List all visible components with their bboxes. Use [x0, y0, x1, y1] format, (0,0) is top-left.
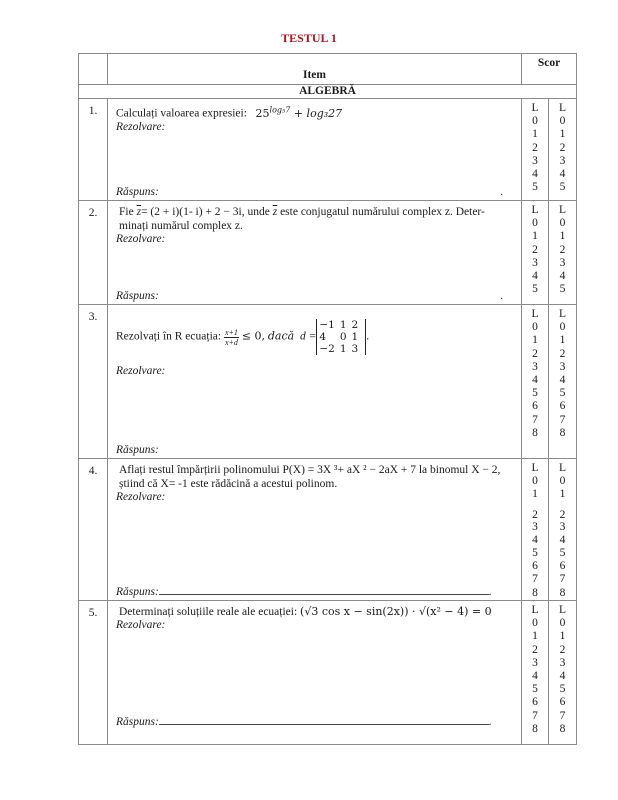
- score-value[interactable]: 4: [532, 533, 538, 546]
- score-value[interactable]: 7: [532, 413, 538, 426]
- score-value[interactable]: 2: [559, 141, 566, 154]
- item-row: [79, 459, 577, 601]
- item-row: [79, 201, 577, 305]
- fraction: $\frac{x+1}{x+d}$: [224, 327, 238, 347]
- score-value[interactable]: 6: [532, 560, 538, 573]
- score-value[interactable]: 1: [532, 128, 538, 141]
- score-column-1: [522, 201, 549, 305]
- score-value[interactable]: 6: [532, 400, 538, 413]
- score-value[interactable]: 3: [559, 656, 566, 669]
- score-value[interactable]: 3: [532, 656, 538, 669]
- score-value[interactable]: 4: [559, 669, 566, 682]
- score-value[interactable]: 3: [532, 360, 538, 373]
- item-content: [108, 601, 522, 745]
- item-number: 4.: [79, 459, 108, 601]
- score-value[interactable]: 3: [559, 256, 566, 269]
- score-value[interactable]: 0: [532, 617, 538, 630]
- score-value[interactable]: 7: [532, 573, 538, 586]
- score-value[interactable]: 0: [559, 617, 566, 630]
- score-value[interactable]: 7: [559, 573, 566, 586]
- score-value[interactable]: 7: [559, 709, 566, 722]
- header-item: Item: [108, 54, 522, 85]
- test-table: [78, 53, 577, 745]
- math-expression: (√3 cos x − sin(2x)) · √(x² − 4) = 0: [300, 605, 492, 618]
- solution-label: Rezolvare:: [116, 619, 166, 631]
- score-value[interactable]: L: [531, 308, 539, 320]
- score-value[interactable]: L: [531, 604, 539, 616]
- score-value[interactable]: L: [558, 462, 567, 474]
- score-value[interactable]: 2: [559, 243, 566, 256]
- header-number-cell: [79, 54, 108, 85]
- score-value[interactable]: 0: [532, 115, 538, 128]
- score-value[interactable]: 0: [532, 321, 538, 334]
- score-value[interactable]: 3: [532, 154, 538, 167]
- score-value[interactable]: 5: [559, 181, 566, 194]
- score-value[interactable]: L: [531, 102, 539, 114]
- solution-label: Rezolvare:: [116, 491, 166, 503]
- score-value[interactable]: 0: [559, 217, 566, 230]
- score-value[interactable]: 5: [532, 683, 538, 696]
- score-value[interactable]: 4: [559, 269, 566, 282]
- score-value[interactable]: 0: [559, 115, 566, 128]
- score-value[interactable]: 2: [532, 347, 538, 360]
- score-column-2: [549, 305, 577, 459]
- score-value[interactable]: 2: [559, 643, 566, 656]
- score-value[interactable]: 8: [559, 586, 566, 599]
- item-content: [108, 459, 522, 601]
- score-column-2: [549, 459, 577, 601]
- score-value[interactable]: 6: [559, 560, 566, 573]
- section-title: ALGEBRĂ: [79, 85, 577, 99]
- score-value[interactable]: 8: [559, 426, 566, 439]
- score-value[interactable]: 0: [559, 321, 566, 334]
- score-value[interactable]: 2: [532, 141, 538, 154]
- item-number: 5.: [79, 601, 108, 745]
- score-value[interactable]: 3: [559, 520, 566, 533]
- score-column-2: [549, 99, 577, 201]
- answer-field[interactable]: Răspuns: .: [116, 716, 492, 728]
- score-value[interactable]: 3: [559, 360, 566, 373]
- score-column-1: [522, 305, 549, 459]
- score-value[interactable]: 8: [532, 722, 538, 735]
- answer-field[interactable]: Răspuns: .: [116, 186, 503, 198]
- score-value[interactable]: 7: [532, 709, 538, 722]
- score-value[interactable]: 1: [559, 630, 566, 643]
- score-value[interactable]: 3: [532, 256, 538, 269]
- score-column-2: [549, 601, 577, 745]
- score-value[interactable]: 5: [532, 387, 538, 400]
- score-value[interactable]: L: [558, 204, 567, 216]
- score-value[interactable]: 1: [559, 488, 566, 501]
- score-value[interactable]: 0: [532, 475, 538, 488]
- score-value[interactable]: 2: [559, 508, 566, 521]
- score-value[interactable]: L: [558, 604, 567, 616]
- score-value[interactable]: 6: [532, 696, 538, 709]
- score-value[interactable]: 1: [532, 630, 538, 643]
- score-value[interactable]: 8: [532, 426, 538, 439]
- item-question: Rezolvați în R ecuația: $\frac{x+1}{x+d} \le 0$, dacă d = −1 1 2 4 0 1 −2 1 3 .: [116, 319, 370, 355]
- score-value[interactable]: 4: [532, 167, 538, 180]
- item-question: [116, 103, 513, 121]
- score-value[interactable]: 4: [559, 533, 566, 546]
- score-value[interactable]: 5: [559, 683, 566, 696]
- score-value[interactable]: 5: [559, 387, 566, 400]
- score-value[interactable]: 3: [532, 520, 538, 533]
- score-value[interactable]: 4: [532, 669, 538, 682]
- item-number: 1.: [79, 99, 108, 201]
- score-value[interactable]: 1: [559, 230, 566, 243]
- score-value[interactable]: 2: [532, 508, 538, 521]
- score-column-1: [522, 459, 549, 601]
- score-value[interactable]: 2: [532, 243, 538, 256]
- question-text: Rezolvați în R ecuația:: [116, 330, 222, 343]
- score-value[interactable]: 4: [559, 373, 566, 386]
- item-row: [79, 99, 577, 201]
- score-value[interactable]: 5: [559, 546, 566, 559]
- score-value[interactable]: 4: [559, 167, 566, 180]
- item-number: 2.: [79, 201, 108, 305]
- header-score: Scor: [522, 54, 577, 85]
- score-value[interactable]: 5: [532, 546, 538, 559]
- item-row: [79, 601, 577, 745]
- determinant-matrix: −1 1 2 4 0 1 −2 1 3: [316, 319, 366, 355]
- answer-field[interactable]: Răspuns:: [116, 444, 159, 456]
- test-title: TESTUL 1: [281, 31, 337, 45]
- score-value[interactable]: 6: [559, 696, 566, 709]
- item-question: Aflați restul împărțirii polinomului P(X) = 3X ³+ aX ² − 2aX + 7 la binomul X − 2, știind că X= -1 este rădăcină a acestui polinom.: [119, 464, 501, 490]
- score-column-1: [522, 601, 549, 745]
- solution-label: Rezolvare:: [116, 120, 166, 133]
- score-value[interactable]: 4: [532, 269, 538, 282]
- math-expression: $25^{log_57} + \log_327$: [255, 105, 343, 120]
- score-value[interactable]: 6: [559, 400, 566, 413]
- score-value[interactable]: 1: [532, 230, 538, 243]
- item-content: [108, 99, 522, 201]
- score-value[interactable]: 1: [559, 334, 566, 347]
- item-content: [108, 305, 522, 459]
- score-value[interactable]: 8: [559, 722, 566, 735]
- answer-field[interactable]: Răspuns: .: [116, 290, 503, 302]
- solution-label: Rezolvare:: [116, 233, 166, 245]
- score-value[interactable]: 0: [559, 475, 566, 488]
- section-row: [79, 85, 577, 99]
- question-text: Determinați soluțiile reale ale ecuației:: [119, 606, 298, 618]
- score-value[interactable]: L: [558, 102, 567, 114]
- solution-label: Rezolvare:: [116, 365, 166, 377]
- score-value[interactable]: 2: [532, 643, 538, 656]
- item-question: [116, 605, 513, 619]
- score-value[interactable]: 0: [532, 217, 538, 230]
- item-number: 3.: [79, 305, 108, 459]
- score-value[interactable]: L: [558, 308, 567, 320]
- score-value[interactable]: 5: [559, 283, 566, 296]
- score-value[interactable]: L: [531, 462, 539, 474]
- question-text: Calculați valoarea expresiei:: [116, 107, 247, 120]
- score-value[interactable]: 5: [532, 181, 538, 194]
- item-content: [108, 201, 522, 305]
- score-value[interactable]: 4: [532, 373, 538, 386]
- score-value[interactable]: 3: [559, 154, 566, 167]
- score-value[interactable]: 1: [559, 128, 566, 141]
- score-value[interactable]: 7: [559, 413, 566, 426]
- score-value[interactable]: 8: [532, 586, 538, 599]
- item-question: Fie $\overline{z}= (2 + i)(1-$ i) + 2 − 3i, unde $\overline{z}$ este conjugatul numărului complex z. Deter-minați numărul complex z.: [119, 206, 485, 232]
- score-value[interactable]: 1: [532, 488, 538, 501]
- header-row: [79, 54, 577, 85]
- answer-field[interactable]: Răspuns: .: [116, 586, 492, 598]
- score-column-2: [549, 201, 577, 305]
- score-column-1: [522, 99, 549, 201]
- score-value[interactable]: 5: [532, 283, 538, 296]
- score-value[interactable]: 1: [532, 334, 538, 347]
- item-row: [79, 305, 577, 459]
- score-value[interactable]: L: [531, 204, 539, 216]
- score-value[interactable]: 2: [559, 347, 566, 360]
